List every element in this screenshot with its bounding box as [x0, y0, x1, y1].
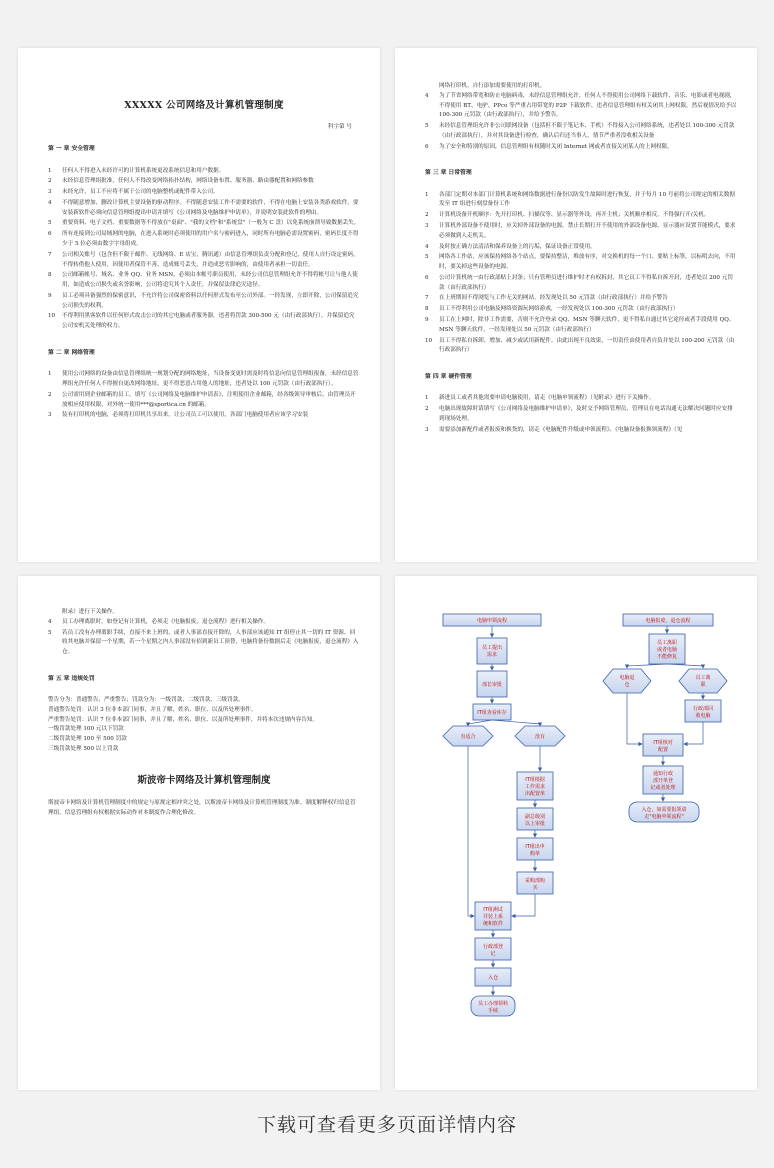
penalty-line: 二级罚款处理 100 至 500 罚款: [48, 736, 127, 743]
list-item: 3 需要添加新配件或者报废和换货的，请走《电脑配件升级或申领流程》、《电脑设备报换领流程》（见: [425, 426, 683, 433]
flow-label: 员工办理领料: [477, 1001, 509, 1007]
flow-decision: [679, 669, 727, 693]
flow-label: 副总级别: [524, 814, 546, 820]
flow-label: 买: [532, 885, 538, 891]
flow-decision: [603, 669, 651, 693]
list-item: 8 员工不得利用公司电脑及网络资源玩网络游戏，一经发现处以 100-300 元罚款（由行政部执行）: [425, 306, 679, 313]
flow-label: 有适合: [460, 734, 476, 740]
penalty-line: 三级罚款处理 500 以上罚款: [48, 745, 119, 752]
list-item: 10 不得利用黑客软件以任何形式攻击公司的其它电脑或者服务器，违者将罚款 300-500 元（由行政部执行），并保留追究公司安机关处理的权力。: [48, 313, 355, 330]
chapter-heading: 第 五 章 违规处罚: [48, 675, 95, 682]
list-item: 3 装有打印机的电脑，必须将打印机共享出来，让公司员工可以使用，各部门电脑使用者应该学习安装: [48, 412, 309, 419]
list-item: 10 员工不得私自拆卸、增加、减少或试用新配件。由此出现不良效果，一切责任由使用者自负并处以 100-200 元罚款（由行政部执行）: [425, 337, 735, 354]
flow-label: 行政部回: [692, 706, 714, 712]
flow-step: [477, 638, 507, 664]
list-item: 5 未经信息管理组允许非公司联网设备（包括但不限于笔记本、手机）不得接入公司网络系统，违者处以 100-300 元罚款（由行政部执行），并对其设备进行检查，确认后归还当事人，情节严重者没收相关设备: [425, 123, 735, 139]
flow-label: 没有: [534, 734, 546, 740]
flow-label: IT组查看库存: [477, 710, 507, 716]
list-item: 1 任何人不得进入未经许可的计算机系统更改系统信息和用户数据。: [48, 167, 225, 174]
continuation-text: 附录）进行下关操作。: [62, 609, 118, 615]
flow-label: 部开单登: [652, 778, 674, 784]
penalty-line: 警告分为：普通警告、严重警告；罚款分为：一级罚款、二级罚款、三级罚款。: [48, 697, 244, 704]
flow-label: 电脑退: [619, 675, 635, 681]
flow-label: 出配置单: [524, 791, 546, 797]
flowchart-diagram: [395, 576, 757, 1090]
list-item: 9 员工在上网时，除非工作需要，否则不允许登录 QQ、MSN 等聊天软件，更不得私自通过其它途径或者手段使用 QQ、MSN 等聊天软件，一经发现处以 50 元罚款（由行政部执行）: [425, 316, 735, 333]
flow-label: 通知行政: [652, 771, 674, 777]
flow-label: 以上审批: [524, 821, 546, 827]
list-item: 3 计算机外部设备不使用时，应关掉外部设备的电源。禁止长期打开不使用的外部设备电源，显示器应设置节能模式，要求必须做到人走机关。: [425, 222, 736, 239]
flow-label: 不能修复: [656, 654, 678, 660]
list-item: 8 公司邮箱帐号、域名、业务 QQ、业务 MSN，必须由本帐号职员使用，未经公司信息管理组允许不得将帐号让与他人使用，如造成公司损失或名誉影响，公司将追究其个人责任，并保留法律追究途径。: [48, 272, 358, 289]
flow-title: 电脑报废，退仓流程: [645, 618, 691, 624]
flow-label: 统和软件: [482, 921, 504, 927]
flow-label: 并装上系: [482, 914, 504, 920]
section-title: 斯波帝卡网络及计算机管理制度: [137, 774, 271, 786]
document-page-2: [395, 48, 757, 562]
flow-label: 工作需求: [524, 784, 546, 790]
flow-label: 购单: [529, 851, 541, 857]
list-item: 4 员工办理离职时，如登记有计算机，必须走《电脑报废，退仓流程》进行相关操作。: [48, 618, 269, 625]
flow-label: 记或者处理: [650, 785, 676, 791]
list-item: 3 未经允许，员工不应将不属于公司的电脑整机或配件带入公司。: [48, 189, 219, 196]
list-item: 5 网络各工作站，应该保持网络各个站点，要保持整洁，堆放有序，对交换机的每一个口、要贴上标签，以标明去向，不用时，要关掉这些设备的电源。: [425, 254, 736, 271]
flow-label: 或者电脑: [656, 647, 678, 653]
flow-label: 配置: [657, 747, 669, 753]
list-item: 2 未经信息管理组批准，任何人不得改变网络拓扑结构，网络设备布置、服务器、路由器配置和网络参数: [48, 178, 314, 185]
flow-label: 行政部登: [482, 944, 504, 950]
list-item: 1 各部门定期对本部门计算机系统和网络数据进行备份以防发生故障时进行恢复，并于每月 10 号前将公司规定的相关数据发至 IT 组进行刻盘备份工作: [425, 191, 735, 208]
flow-label: 需求: [486, 652, 498, 658]
flow-label: 走"电脑申领流程": [644, 814, 684, 820]
flow-label: IT组核对: [653, 740, 673, 746]
document-number: 科字第 号: [327, 123, 352, 130]
flow-title: 电脑申领流程: [476, 618, 508, 624]
chapter-heading: 第 三 章 日常管理: [425, 170, 472, 177]
penalty-line: 一级罚款处理 100 元以下罚款: [48, 726, 124, 733]
list-item: 2 计算机设备开机顺序：先开打印机、扫描仪等、显示器等外设，再开主机；关机顺序相反，不得强行开/关机。: [425, 212, 710, 219]
list-item: 7 在上班期间不得浏览与工作无关的网站，经发现处以 50 元罚款（由行政部执行）并给予警告: [425, 295, 668, 302]
document-page-1: [18, 48, 380, 562]
list-item: 2 电脑出现故障时请填写《公司网络及电脑维护申请单》，及时交予网络管理员，管理员在电话沟通无法解决问题时应安排到现场处理。: [425, 406, 733, 422]
flow-label: 仓: [624, 682, 630, 688]
list-item: 4 及时按正确方法清洁和保养设备上的污垢，保证设备正常使用。: [425, 243, 596, 250]
list-item: 9 员工必须具备强烈的保密意识，不允许将公司保密资料以任何形式发布至公司外部。一经发现，立即开除，公司保留追究公司损失的权利。: [48, 292, 359, 309]
list-item: 4 不得随意增加、删改计算机主要设备的驱动程序。不得随意安装工作不需要的软件，不得在电脑上安装各类游戏软件。要安装新软件必须向信息管理组提出申请并填写《公司网络及电脑维护申请单》，并说明安装此软件的理由。: [48, 199, 359, 216]
flow-label: 记: [490, 951, 496, 957]
flow-label: IT组测试: [483, 907, 503, 913]
flow-label: IT组出申: [525, 844, 545, 850]
flow-label: 员工提出: [481, 645, 503, 651]
flow-label: 员工离职: [656, 640, 678, 646]
penalty-line: 普通警告处罚：认识 3 位非本部门同事，并且了解，姓名、职位、以及所处理事件。: [48, 706, 257, 713]
list-item: 6 为了安全和特别的原因，信息管理组有权随时关闭 Internet 网或者直接关闭某人的上网权限。: [425, 143, 673, 150]
chapter-heading: 第 四 章 硬件管理: [425, 374, 472, 381]
flow-label: 入仓，如需要报领请: [641, 807, 687, 813]
penalty-line: 严重警告处罚：认识 7 位非本部门同事，并且了解，姓名、职位、以及所处理事件，并将本次违规内容告知。: [48, 716, 319, 723]
flow-label: 收电脑: [695, 713, 711, 719]
list-item: 5 重要资料、电子文档、重要数据等不得放在"桌面"、"我的文档"和"系统盘"（一般为 C 盘）以免系统崩溃导致数据丢失。: [48, 220, 360, 227]
document-title: XXXXX 公司网络及计算机管理制度: [124, 100, 284, 111]
continuation-text: 网络打印机、自行添加需要使用的打印机。: [439, 83, 546, 89]
flow-label: 职: [700, 682, 706, 688]
flow-label: 入仓: [487, 975, 499, 981]
intro-paragraph: 斯波帝卡网络及计算机管理制度中的规定与原规定相冲突之处，以斯波帝卡网络及计算机管理制度为准。制度解释权归信息管理组，信息管理组有权根据实际动作对本制度作合理化修改。: [48, 800, 356, 817]
flow-label: 员工离: [695, 675, 711, 681]
download-more-caption: 下载可查看更多页面详情内容: [256, 1114, 517, 1136]
flow-label: IT组根据: [525, 777, 545, 783]
flow-label: 手续: [487, 1008, 499, 1014]
chapter-heading: 第 二 章 网络管理: [48, 350, 95, 357]
flowchart-page: [395, 576, 757, 1090]
list-item: 6 公司计算机统一由行政部贴上封条；只有管理员进行维护时才有权拆封，其它员工不得私自拆开封，违者处以 200 元罚款（由行政部执行）: [425, 274, 733, 291]
list-item: 6 所有连接到公司局域网的电脑，在进入系统时必须使用的用户名与密码进入，同时所有电脑必需设置密码，密码长度不得少于 5 位必须由数字字母组成。: [48, 231, 359, 248]
flow-label: 部长审批: [481, 682, 503, 688]
list-item: 1 使用公司网络的设备由信息管理组统一规划分配的网络地址，当设备变更时需及时将信息向信息管理组报备，未经信息管理组允许任何人不得擅自更改网络地址，更不得恶意占用他人的地址，违者处以 100 元罚款（由行政部执行）。: [48, 371, 359, 387]
list-item: 7 公司相关账号（包含但不限于邮件、无线网络、E 店宝，腾讯通）由信息管理组负责分配和登记，使用人自行设定密码，不得转借他人使用，因使用者保管不善，造成账号丢失，并造成恶劣影响的，由使用者承担一切责任。: [48, 251, 359, 268]
list-item: 4 为了节省网络带宽和防止电脑病毒，未经信息管理组允许，任何人不得使用公司网络下载软件、音乐、电影或者电视剧，不得使用 BT、电驴、PPco 等严重占用带宽的 P2P 下载软件，违者信息管理组有权关闭其上网权限，然后视情况给予以 100-300 元罚款（由行政部执行），并给予警告。: [425, 92, 737, 119]
list-item: 2 公司需用到企业邮箱的员工，填写《公司网络及电脑维护申请表》，注明使用企业邮箱，经各级领导审核后，由管理员开放相应使用权限，对外统一使用***@sportica.cn 的邮箱。: [48, 391, 356, 408]
chapter-heading: 第 一 章 安全管理: [48, 146, 95, 153]
list-item: 5 若员工没有办理离职手续，直接不来上班的，或者人事部直接开除的，人事部应该通知 IT 组停止其一切的 IT 资源、回收其电脑并保留一个星期，若一个星期之内人事部没有招到新员工顶替，电脑将备份数据后走《电脑报废，退仓流程》入仓。: [48, 629, 359, 656]
document-page-3: [18, 576, 380, 1090]
flow-label: 采购部购: [524, 878, 546, 884]
list-item: 1 新进员工或者其他需要申请电脑使用，请走《电脑申领流程》（见附录）进行下关操作。: [425, 395, 655, 402]
